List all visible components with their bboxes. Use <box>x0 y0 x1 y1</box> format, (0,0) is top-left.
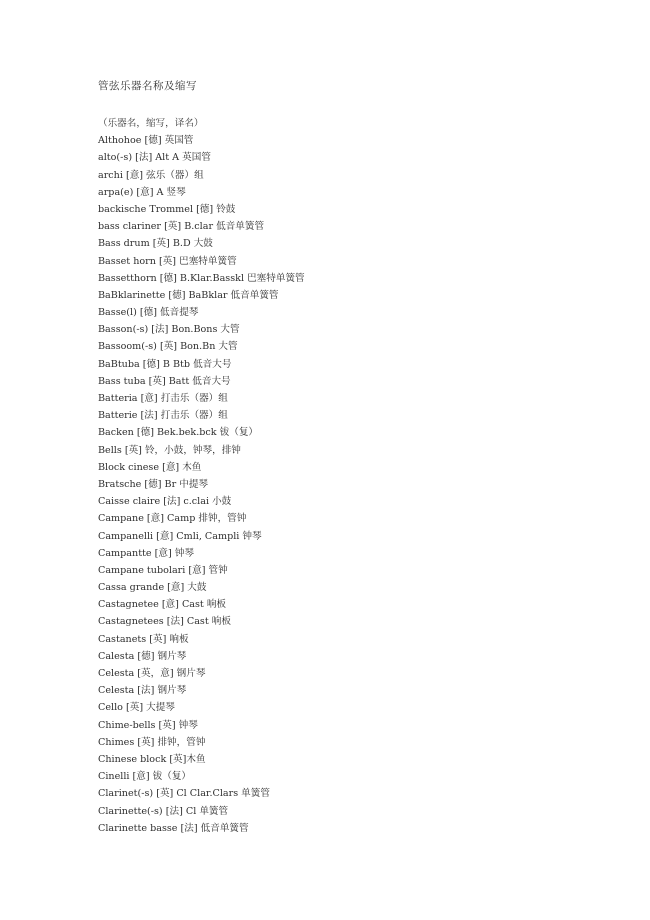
list-item: Celesta [法] 钢片琴 <box>98 685 187 697</box>
list-item: Basson(-s) [法] Bon.Bons 大管 <box>98 324 240 336</box>
list-header-line: （乐器名，缩写，译名） <box>98 118 204 129</box>
list-item: Bassetthorn [德] B.Klar.Basskl 巴塞特单簧管 <box>98 272 305 284</box>
list-item: bass clariner [英] B.clar 低音单簧管 <box>98 221 265 233</box>
list-item: backische Trommel [德] 铃鼓 <box>98 203 236 215</box>
list-item: Bass drum [英] B.D 大鼓 <box>98 238 213 250</box>
list-item: BaBtuba [德] B Btb 低音大号 <box>98 358 232 370</box>
list-item: Clarinette basse [法] 低音单簧管 <box>98 822 249 834</box>
list-item: Cello [英] 大提琴 <box>98 702 175 714</box>
instrument-list <box>98 115 305 837</box>
list-item: Campane [意] Camp 排钟，管钟 <box>98 513 247 525</box>
list-item: Basse(l) [德] 低音提琴 <box>98 307 199 319</box>
list-item: Castagnetee [意] Cast 响板 <box>98 599 227 611</box>
list-item: Caisse claire [法] c.clai 小鼓 <box>98 496 232 508</box>
list-item: Chimes [英] 排钟，管钟 <box>98 736 206 748</box>
list-item: Cassa grande [意] 大鼓 <box>98 582 207 594</box>
list-item: Basset horn [英] 巴塞特单簧管 <box>98 255 237 267</box>
list-item: Castagnetees [法] Cast 响板 <box>98 616 231 628</box>
list-item: Bass tuba [英] Batt 低音大号 <box>98 375 231 387</box>
list-item: Althohoe [德] 英国管 <box>98 135 194 147</box>
list-item: Backen [德] Bek.bek.bck 钹（复） <box>98 427 259 439</box>
list-item: Chinese block [英]木鱼 <box>98 753 206 765</box>
list-item: Clarinet(-s) [英] Cl Clar.Clars 单簧管 <box>98 788 270 800</box>
list-item: Calesta [德] 钢片琴 <box>98 650 187 662</box>
list-item: archi [意] 弦乐（器）组 <box>98 169 204 181</box>
list-item: Batterie [法] 打击乐（器）组 <box>98 410 228 422</box>
list-item: Cinelli [意] 钹（复） <box>98 771 192 783</box>
list-item: arpa(e) [意] A 竖琴 <box>98 186 186 198</box>
list-item: Campanelli [意] Cmli, Campli 钟琴 <box>98 530 262 542</box>
document-title: 管弦乐器名称及缩写 <box>98 80 197 92</box>
list-item: Bratsche [德] Br 中提琴 <box>98 478 209 490</box>
list-item: Block cinese [意] 木鱼 <box>98 461 202 473</box>
list-item: Batteria [意] 打击乐（器）组 <box>98 393 228 404</box>
list-item: Castanets [英] 响板 <box>98 633 189 645</box>
list-item: alto(-s) [法] Alt A 英国管 <box>98 152 211 164</box>
list-item: Celesta [英，意] 钢片琴 <box>98 668 206 679</box>
list-item: Bassoom(-s) [英] Bon.Bn 大管 <box>98 341 238 353</box>
list-item: Chime-bells [英] 钟琴 <box>98 719 198 731</box>
list-item: Campantte [意] 钟琴 <box>98 547 194 559</box>
list-item: Clarinette(-s) [法] Cl 单簧管 <box>98 805 229 817</box>
list-item: Campane tubolari [意] 管钟 <box>98 564 228 576</box>
list-item: Bells [英] 铃，小鼓，钟琴，排钟 <box>98 444 241 456</box>
list-item: BaBklarinette [德] BaBklar 低音单簧管 <box>98 289 279 301</box>
